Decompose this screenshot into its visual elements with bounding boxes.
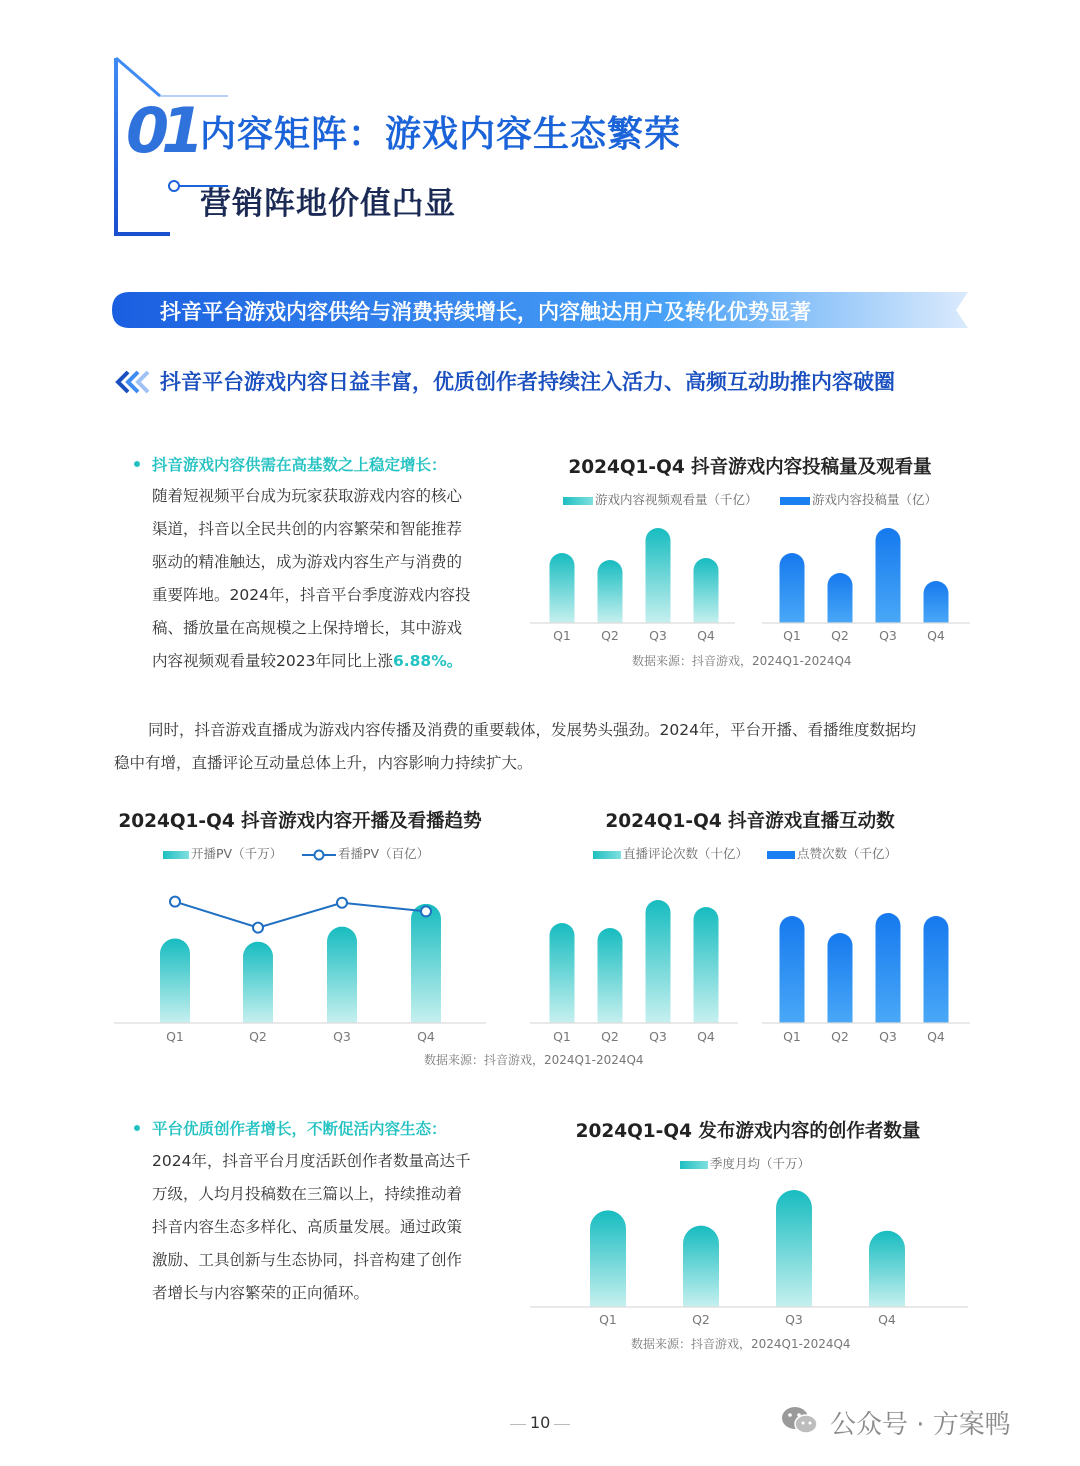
- chapter-badge: 01: [126, 94, 197, 167]
- bar-likes: [780, 916, 805, 1023]
- chart4-title: 2024Q1-Q4 发布游戏内容的创作者数量: [575, 1121, 921, 1142]
- chart1-title: 2024Q1-Q4 抖音游戏内容投稿量及观看量: [568, 457, 932, 478]
- bar-creators: [869, 1231, 905, 1307]
- bar-likes: [924, 916, 949, 1023]
- line-watch-pv: [175, 902, 426, 928]
- chart4-legend-1: [680, 1154, 810, 1172]
- x-tick-label: Q1: [599, 1312, 617, 1327]
- x-tick-label: Q2: [831, 1029, 849, 1044]
- bar-creators: [590, 1210, 626, 1307]
- paragraph-2-line: 稳中有增，直播评论互动量总体上升，内容影响力持续扩大。: [114, 754, 533, 772]
- x-tick-label: Q3: [333, 1029, 351, 1044]
- legend-label: 游戏内容视频观看量（千亿）: [595, 492, 758, 507]
- page-number-right-dash: [554, 1424, 570, 1425]
- x-tick-label: Q4: [927, 1029, 945, 1044]
- chart4-source: 数据来源：抖音游戏，2024Q1-2024Q4: [631, 1337, 851, 1351]
- paragraph-1: [152, 480, 512, 678]
- line-point: [170, 897, 180, 907]
- line-point: [421, 906, 431, 916]
- paragraph-1-line: 渠道，抖音以全民共创的内容繁荣和智能推荐: [152, 520, 463, 538]
- paragraph-3-line: 万级，人均月投稿数在三篇以上，持续推动着: [152, 1185, 463, 1203]
- x-tick-label: Q2: [249, 1029, 267, 1044]
- bullet-heading-2: 平台优质创作者增长，不断促活内容生态：: [152, 1120, 447, 1138]
- paragraph-3-line: 者增长与内容繁荣的正向循环。: [152, 1284, 370, 1302]
- page-number-left-dash: [510, 1424, 526, 1425]
- chart3-legend-1: [593, 844, 748, 862]
- chart4-plot: [528, 1182, 970, 1332]
- x-tick-label: Q3: [879, 628, 897, 643]
- bar-comments: [598, 928, 623, 1023]
- page-subtitle: 营销阵地价值凸显: [200, 186, 456, 222]
- legend-swatch: [563, 497, 593, 505]
- x-tick-label: Q2: [692, 1312, 710, 1327]
- legend-swatch: [593, 851, 621, 859]
- chart1-legend-1: [563, 490, 758, 508]
- bullet-dot: [134, 461, 140, 467]
- chart3-legend-2: [767, 844, 897, 862]
- bar-creators: [683, 1226, 719, 1307]
- bar-submissions: [924, 581, 949, 623]
- paragraph-1-last: 内容视频观看量较2023年同比上涨: [152, 652, 393, 670]
- legend-swatch: [767, 851, 795, 859]
- bar-creators: [776, 1190, 812, 1307]
- paragraph-3-line: 2024年，抖音平台月度活跃创作者数量高达千: [152, 1152, 471, 1170]
- bar-broadcast-pv: [327, 927, 357, 1023]
- x-tick-label: Q4: [417, 1029, 435, 1044]
- x-tick-label: Q1: [783, 1029, 801, 1044]
- bar-views: [550, 553, 575, 623]
- legend-label: 季度月均（千万）: [710, 1156, 811, 1171]
- chart23-source: 数据来源：抖音游戏，2024Q1-2024Q4: [424, 1053, 644, 1067]
- bar-submissions: [876, 528, 901, 623]
- x-tick-label: Q3: [879, 1029, 897, 1044]
- section-heading: 抖音平台游戏内容日益丰富，优质创作者持续注入活力、高频互动助推内容破圈: [160, 370, 895, 394]
- x-tick-label: Q1: [783, 628, 801, 643]
- chart1-source: 数据来源：抖音游戏，2024Q1-2024Q4: [632, 654, 852, 668]
- paragraph-2-line: 同时，抖音游戏直播成为游戏内容传播及消费的重要载体，发展势头强劲。2024年，平台开播、看播维度数据均: [148, 721, 916, 739]
- bar-likes: [828, 933, 853, 1023]
- watermark-text: 公众号 · 方案鸭: [830, 1410, 1011, 1440]
- chart2-legend-2: [302, 844, 429, 862]
- growth-highlight: 6.88%: [392, 652, 447, 670]
- bar-views: [646, 528, 671, 623]
- paragraph-3-line: 抖音内容生态多样化、高质量发展。通过政策: [152, 1218, 463, 1236]
- bar-likes: [876, 913, 901, 1023]
- x-tick-label: Q2: [831, 628, 849, 643]
- bar-views: [694, 558, 719, 623]
- chart1-plot: [530, 515, 975, 650]
- bullet-dot: [134, 1125, 140, 1131]
- page-title: 内容矩阵：游戏内容生态繁荣: [200, 114, 682, 155]
- banner-text: 抖音平台游戏内容供给与消费持续增长，内容触达用户及转化优势显著: [160, 300, 811, 324]
- legend-swatch: [780, 497, 810, 505]
- bullet-heading-1: 抖音游戏内容供需在高基数之上稳定增长：: [152, 456, 447, 474]
- line-point: [337, 898, 347, 908]
- legend-label: 点赞次数（千亿）: [797, 846, 898, 861]
- x-tick-label: Q4: [878, 1312, 896, 1327]
- chart3-plot: [530, 872, 975, 1050]
- legend-swatch: [163, 851, 189, 859]
- bar-submissions: [828, 573, 853, 623]
- chart1-legend-2: [780, 490, 937, 508]
- paragraph-1-line: [152, 645, 512, 678]
- end-mark: 。: [446, 652, 463, 670]
- x-tick-label: Q3: [649, 1029, 667, 1044]
- legend-label: 看播PV（百亿）: [338, 846, 430, 861]
- legend-swatch: [680, 1161, 708, 1169]
- line-point: [253, 923, 263, 933]
- paragraph-1-line: 驱动的精准触达，成为游戏内容生产与消费的: [152, 553, 463, 571]
- paragraph-1-line: 随着短视频平台成为玩家获取游戏内容的核心: [152, 487, 463, 505]
- x-tick-label: Q4: [927, 628, 945, 643]
- paragraph-1-line: 重要阵地。2024年，抖音平台季度游戏内容投: [152, 586, 471, 604]
- x-tick-label: Q4: [697, 1029, 715, 1044]
- wechat-icon: [780, 1404, 820, 1438]
- bar-broadcast-pv: [160, 939, 190, 1024]
- chevrons-icon: [114, 370, 154, 394]
- chart3-title: 2024Q1-Q4 抖音游戏直播互动数: [605, 811, 895, 832]
- x-tick-label: Q4: [697, 628, 715, 643]
- paragraph-2: [114, 714, 994, 780]
- page-number: 10: [530, 1413, 551, 1432]
- x-tick-label: Q2: [601, 1029, 619, 1044]
- bar-broadcast-pv: [243, 942, 273, 1023]
- paragraph-3: [152, 1145, 512, 1310]
- chart2-plot: [110, 872, 490, 1050]
- bar-comments: [694, 907, 719, 1023]
- chart2-legend-1: [163, 844, 282, 862]
- x-tick-label: Q1: [553, 628, 571, 643]
- bar-comments: [646, 900, 671, 1023]
- chart2-title: 2024Q1-Q4 抖音游戏内容开播及看播趋势: [118, 811, 482, 832]
- paragraph-1-line: 稿、播放量在高规模之上保持增长，其中游戏: [152, 619, 463, 637]
- x-tick-label: Q3: [785, 1312, 803, 1327]
- bar-submissions: [780, 553, 805, 623]
- paragraph-3-line: 激励、工具创新与生态协同，抖音构建了创作: [152, 1251, 463, 1269]
- legend-label: 开播PV（千万）: [191, 846, 283, 861]
- bar-views: [598, 560, 623, 623]
- legend-label: 游戏内容投稿量（亿）: [812, 492, 938, 507]
- bar-broadcast-pv: [411, 904, 441, 1023]
- x-tick-label: Q1: [166, 1029, 184, 1044]
- bar-comments: [550, 923, 575, 1023]
- x-tick-label: Q2: [601, 628, 619, 643]
- x-tick-label: Q3: [649, 628, 667, 643]
- legend-label: 直播评论次数（十亿）: [623, 846, 749, 861]
- line-legend-icon: [302, 849, 336, 861]
- x-tick-label: Q1: [553, 1029, 571, 1044]
